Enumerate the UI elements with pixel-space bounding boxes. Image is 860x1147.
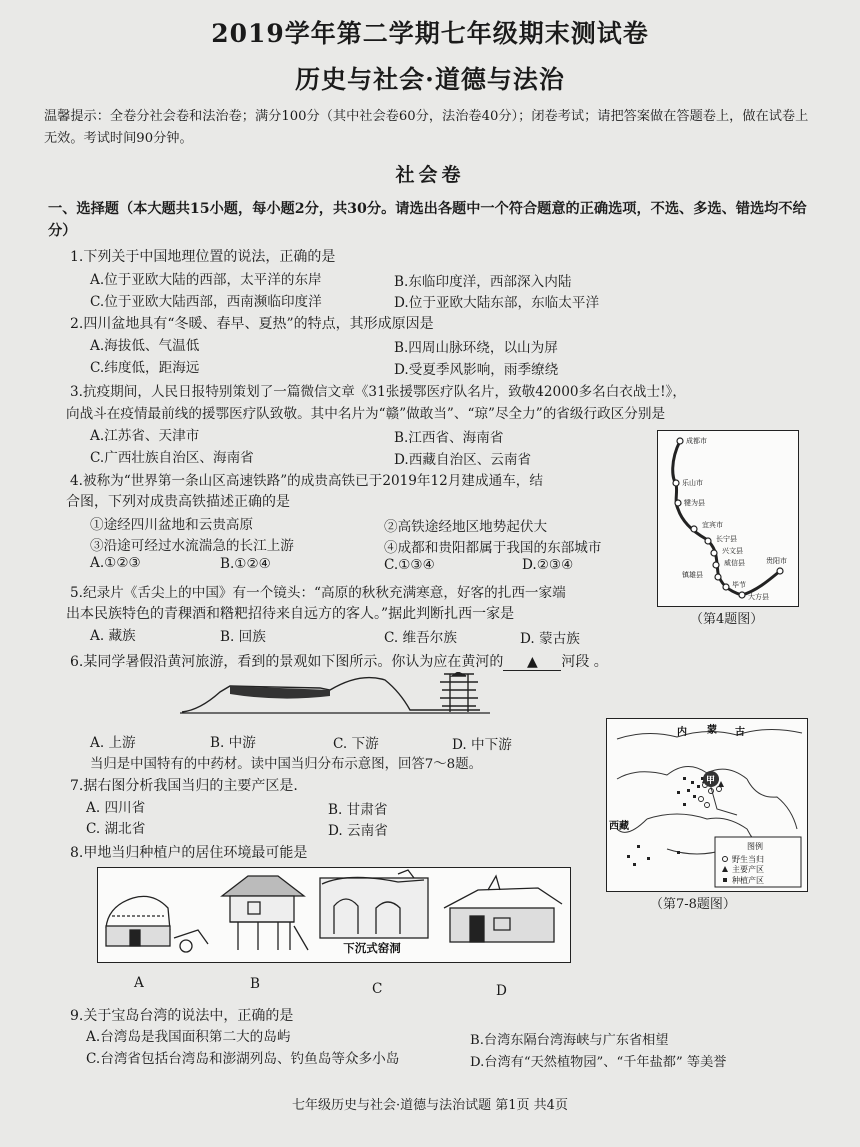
q1-option-a: A.位于亚欧大陆的西部，太平洋的东岸 [90, 272, 322, 288]
exam-tip: 温馨提示：全卷分社会卷和法治卷；满分100分（其中社会卷60分，法治卷40分）；闭卷考试；请把答案做在答题卷上，做在试卷上无效。考试时间90分钟。 [44, 109, 809, 146]
station-dot [711, 550, 717, 556]
q8-option-c: C [372, 981, 383, 997]
cave-label: 下沉式窑洞 [343, 941, 401, 955]
station-label: 威信县 [724, 559, 745, 567]
q4-statement-3: ③沿途可经过水流湍急的长江上游 [90, 538, 294, 554]
q7-stem: 7.据右图分析我国当归的主要产区是. [70, 778, 298, 794]
q5-option-d: D. 蒙古族 [520, 631, 580, 647]
q9-option-d: D.台湾有“天然植物园”、“千年盐都” 等美誉 [470, 1055, 727, 1070]
q9-option-a: A.台湾岛是我国面积第二大的岛屿 [86, 1029, 291, 1045]
point-jia-label: 甲 [706, 776, 716, 786]
q4-stem-line2: 合图，下列对成贵高铁描述正确的是 [66, 494, 290, 510]
map-legend [715, 837, 801, 887]
station-label: 贵阳市 [766, 557, 787, 565]
q9-option-c: C.台湾省包括台湾岛和澎湖列岛、钓鱼岛等众多小岛 [86, 1051, 400, 1067]
q3-stem-line2: 向战斗在疫情最前线的援鄂医疗队致敬。其中名片为“赣”做敢当”、“琼”尽全力”的省级行政区分别是 [66, 406, 666, 422]
q4-statement-2: ②高铁途经地区地势起伏大 [384, 519, 548, 535]
q7-option-d: D. 云南省 [328, 823, 388, 839]
chengdu-guiyang-railway-map [657, 430, 799, 607]
map-region-label: 古 [735, 727, 745, 738]
q9-stem: 9.关于宝岛台湾的说法中，正确的是 [70, 1008, 294, 1024]
q6-stem-pre: 6.某同学暑假沿黄河旅游，看到的景观如下图所示。你认为应在黄河的 [70, 654, 504, 670]
q1-option-c: C.位于亚欧大陆西部，西南濒临印度洋 [90, 294, 322, 310]
station-dot [713, 562, 719, 568]
q7-option-c: C. 湖北省 [86, 821, 146, 837]
station-dot [677, 438, 683, 444]
station-dot [675, 500, 681, 506]
q4-statement-1: ①途经四川盆地和云贵高原 [90, 517, 254, 533]
legend-title: 图例 [747, 842, 763, 851]
section-title: 社会卷 [395, 164, 465, 186]
station-label: 乐山市 [682, 479, 703, 487]
station-dot [739, 592, 745, 598]
legend-wild: 野生当归 [732, 855, 764, 864]
q4-option-c: C.①③④ [384, 557, 435, 573]
station-label: 镇雄县 [682, 571, 703, 579]
legend-main: 主要产区 [732, 865, 764, 874]
legend-planted: 种植产区 [732, 876, 764, 885]
q7-option-b: B. 甘肃省 [328, 802, 388, 818]
legend-planted-symbol [723, 878, 727, 882]
q1-option-b: B.东临印度洋，西部深入内陆 [394, 274, 572, 290]
q2-option-a: A.海拔低、气温低 [90, 338, 200, 354]
exam-title: 2019学年第二学期七年级期末测试卷 [211, 19, 649, 48]
station-dot [691, 526, 697, 532]
station-dot [777, 568, 783, 574]
q8-stem: 8.甲地当归种植户的居住环境最可能是 [70, 845, 308, 861]
q6-option-b: B. 中游 [210, 735, 256, 751]
q5-option-b: B. 回族 [220, 629, 266, 645]
angelica-distribution-map [606, 718, 808, 892]
station-label: 成都市 [686, 437, 707, 445]
q6-stem-post: 河段 。 [561, 654, 608, 670]
map-region-label: 内 [677, 727, 687, 738]
answer-blank: ▲ [503, 654, 561, 671]
q1-stem: 1.下列关于中国地理位置的说法，正确的是 [70, 249, 336, 265]
q4-option-d: D.②③④ [522, 557, 574, 573]
fig78-caption: （第7-8题图） [650, 897, 736, 912]
q3-stem-line1: 3.抗疫期间，人民日报特别策划了一篇微信文章《31张援鄂医疗队名片，致敬42000多名白衣战士!》， [70, 384, 686, 400]
q7-8-intro: 当归是中国特有的中药材。读中国当归分布示意图，回答7～8题。 [90, 757, 482, 772]
station-label: 毕节 [732, 581, 746, 589]
fig4-caption: （第4题图） [690, 612, 764, 627]
q4-stem-line1: 4.被称为“世界第一条山区高速铁路”的成贵高铁已于2019年12月建成通车，结 [70, 473, 543, 489]
q2-option-c: C.纬度低，距海远 [90, 360, 200, 376]
station-dot [673, 480, 679, 486]
station-label: 宜宾市 [702, 521, 723, 529]
q3-option-c: C.广西壮族自治区、海南省 [90, 450, 254, 466]
q3-option-d: D.西藏自治区、云南省 [394, 452, 532, 468]
station-label: 大方县 [748, 593, 769, 601]
q4-option-b: B.①②④ [220, 556, 271, 572]
q1-option-d: D.位于亚欧大陆东部，东临太平洋 [394, 295, 600, 311]
q3-option-a: A.江苏省、天津市 [90, 428, 200, 444]
q6-option-c: C. 下游 [333, 736, 379, 752]
q8-option-b: B [250, 976, 260, 992]
q5-option-a: A. 藏族 [90, 628, 136, 644]
q5-option-c: C. 维吾尔族 [384, 630, 457, 646]
map-region-label: 西藏 [609, 821, 629, 832]
yellow-river-landscape-figure [180, 672, 490, 717]
q5-stem-line2: 出本民族特色的青稞酒和糌粑招待来自远方的客人。”据此判断扎西一家是 [66, 606, 515, 622]
q8-option-a: A [134, 975, 144, 991]
q6-option-d: D. 中下游 [452, 737, 512, 753]
q4-statement-4: ④成都和贵阳都属于我国的东部城市 [384, 540, 602, 556]
part-heading: 一、选择题（本大题共15小题，每小题2分，共30分。请选出各题中一个符合题意的正确选项，不选、多选、错选均不给分） [48, 201, 807, 239]
page-footer: 七年级历史与社会·道德与法治试题 第1页 共4页 [292, 1098, 568, 1113]
q4-option-a: A.①②③ [90, 555, 141, 571]
station-dot [715, 574, 721, 580]
dwelling-options-figure [97, 867, 571, 963]
station-dot [723, 584, 729, 590]
q8-option-d: D [496, 983, 507, 999]
q7-option-a: A. 四川省 [86, 800, 146, 816]
station-dot [705, 538, 711, 544]
q6-stem [70, 651, 608, 671]
q2-option-b: B.四周山脉环绕，以山为屏 [394, 340, 558, 356]
q9-option-b: B.台湾东隔台湾海峡与广东省相望 [470, 1033, 669, 1048]
q2-option-d: D.受夏季风影响，雨季缭绕 [394, 362, 559, 378]
q6-option-a: A. 上游 [90, 735, 136, 751]
station-label: 兴文县 [722, 547, 743, 555]
q5-stem-line1: 5.纪录片《舌尖上的中国》有一个镜头：“高原的秋秋充满寒意，好客的扎西一家端 [70, 585, 566, 601]
q3-option-b: B.江西省、海南省 [394, 430, 504, 446]
exam-subtitle: 历史与社会·道德与法治 [295, 65, 565, 94]
station-label: 长宁县 [716, 535, 737, 543]
station-label: 犍为县 [684, 499, 705, 507]
q2-stem: 2.四川盆地具有“冬暖、春早、夏热”的特点，其形成原因是 [70, 316, 434, 332]
map-region-label: 蒙 [707, 725, 717, 736]
